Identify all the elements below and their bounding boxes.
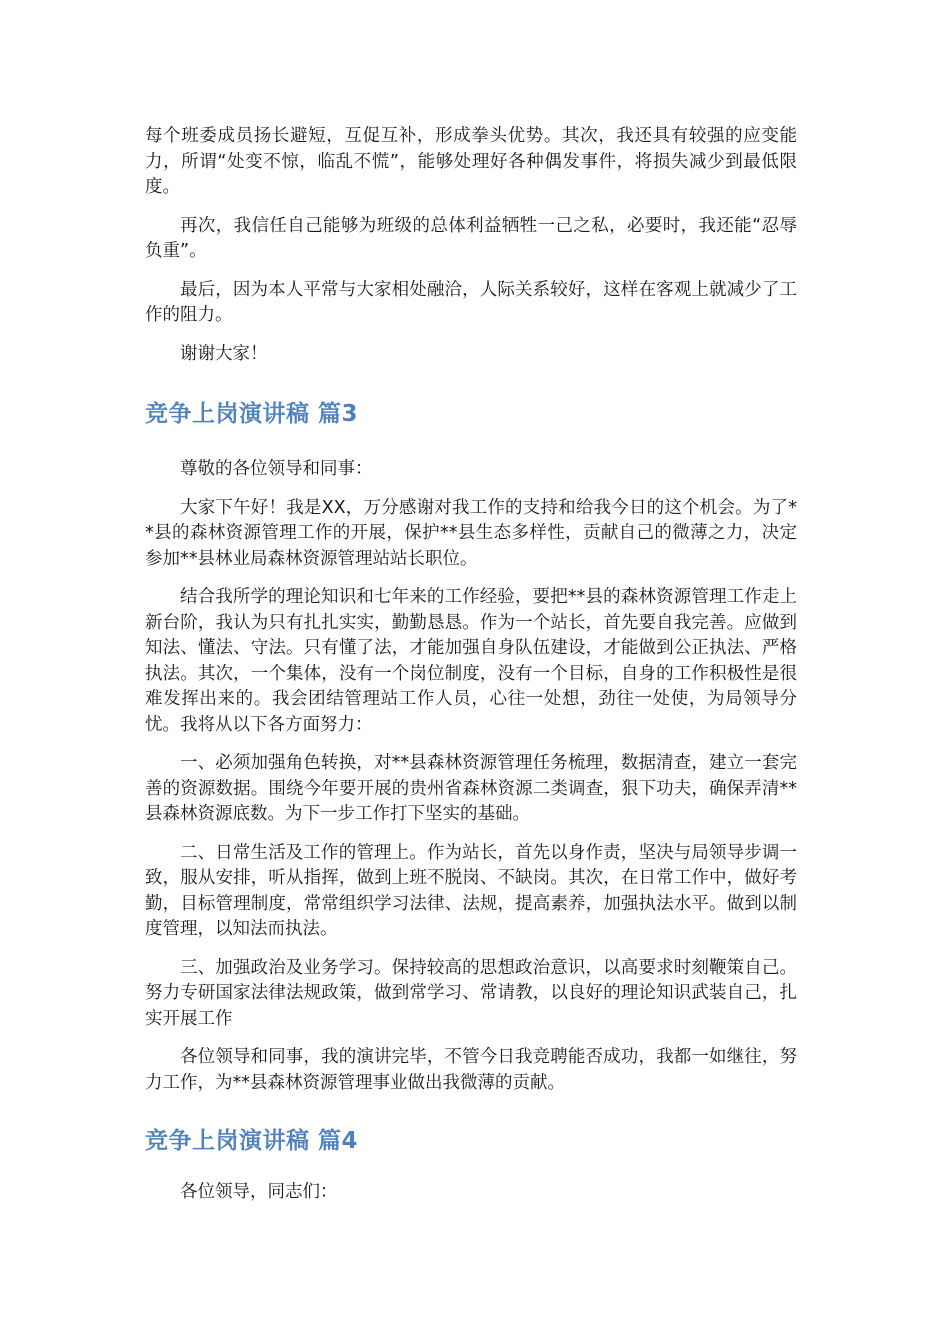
body-paragraph: 每个班委成员扬长避短，互促互补，形成拳头优势。其次，我还具有较强的应变能力，所谓“处变不惊，临乱不慌”，能够处理好各种偶发事件，将损失减少到最低限度。 — [145, 126, 797, 197]
salutation-paragraph: 各位领导，同志们： — [180, 1182, 338, 1202]
body-paragraph: 大家下午好！我是XX，万分感谢对我工作的支持和给我今日的这个机会。为了**县的森林资源管理工作的开展，保护**县生态多样性，贡献自己的微薄之力，决定参加**县林业局森林资源管理站站长职位。 — [145, 497, 797, 569]
section-heading: 竞争上岗演讲稿 篇3 — [145, 401, 359, 427]
body-paragraph: 三、加强政治及业务学习。保持较高的思想政治意识，以高要求时刻鞭策自己。努力专研国家法律法规政策，做到常学习、常请教，以良好的理论知识武装自己，扎实开展工作 — [145, 957, 797, 1029]
body-paragraph: 二、日常生活及工作的管理上。作为站长，首先以身作责，坚决与局领导步调一致，服从安排，听从指挥，做到上班不脱岗、不缺岗。其次，在日常工作中，做好考勤，目标管理制度，常常组织学习法律、法规，提高素养，加强执法水平。做到以制度管理，以知法而执法。 — [145, 842, 797, 939]
closing-paragraph: 谢谢大家！ — [180, 343, 268, 364]
salutation-paragraph: 尊敬的各位领导和同事： — [180, 459, 373, 479]
document-page — [145, 124, 797, 1206]
body-paragraph: 结合我所学的理论知识和七年来的工作经验，要把**县的森林资源管理工作走上新台阶，我认为只有扎扎实实，勤勤恳恳。作为一个站长，首先要自我完善。应做到知法、懂法、守法。只有懂了法，才能加强自身队伍建设，才能做到公正执法、严格执法。其次，一个集体，没有一个岗位制度，没有一个目标，自身的工作积极性是很难发挥出来的。我会团结管理站工作人员，心往一处想，劲往一处使，为局领导分忧。我将从以下各方面努力： — [145, 587, 797, 735]
body-paragraph: 最后，因为本人平常与大家相处融洽，人际关系较好，这样在客观上就减少了工作的阻力。 — [145, 279, 797, 325]
closing-paragraph: 各位领导和同事，我的演讲完毕，不管今日我竞聘能否成功，我都一如继往，努力工作，为**县森林资源管理事业做出我微薄的贡献。 — [145, 1047, 797, 1093]
body-paragraph: 一、必须加强角色转换，对**县森林资源管理任务梳理，数据清查，建立一套完善的资源数据。围绕今年要开展的贵州省森林资源二类调查，狠下功夫，确保弄清**县森林资源底数。为下一步工作打下坚实的基础。 — [145, 753, 797, 824]
body-paragraph: 再次，我信任自己能够为班级的总体利益牺牲一己之私，必要时，我还能“忍辱负重”。 — [145, 215, 797, 261]
section-heading: 竞争上岗演讲稿 篇4 — [145, 1128, 359, 1154]
